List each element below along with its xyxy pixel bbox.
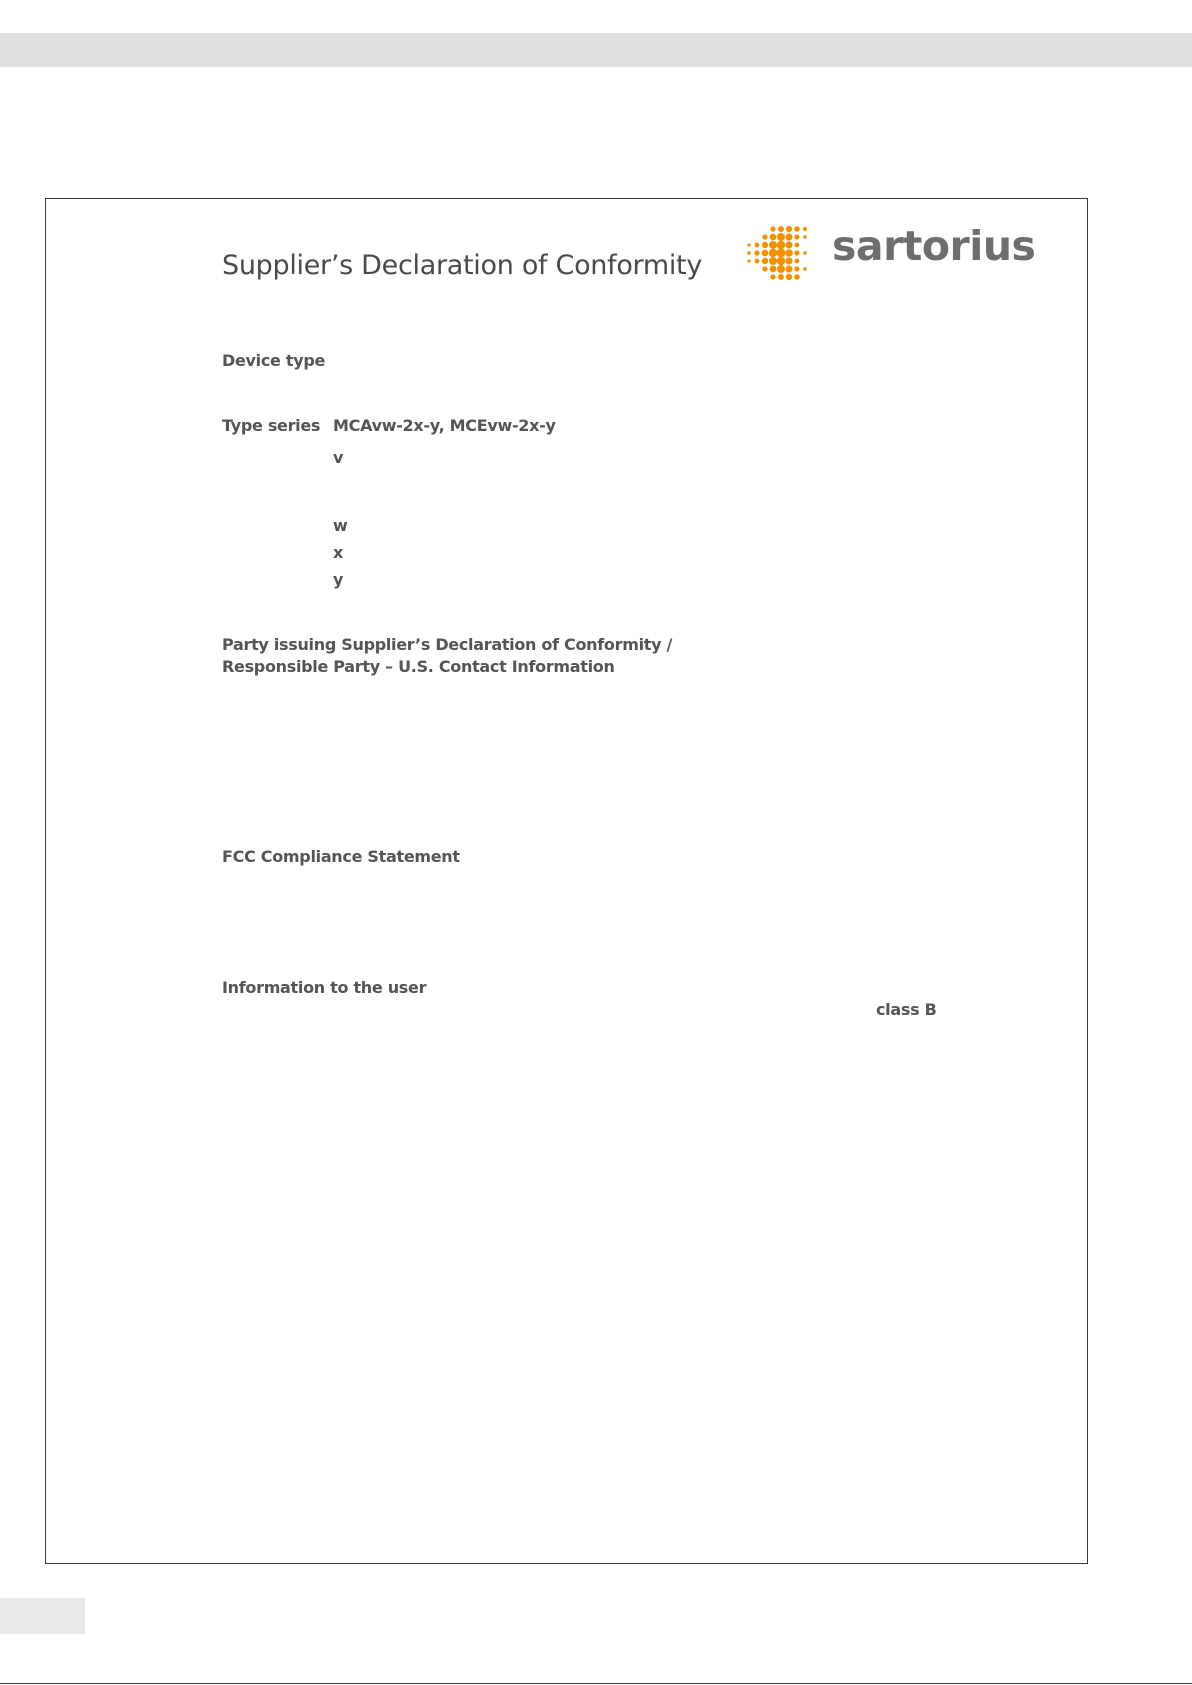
declaration-frame — [45, 198, 1088, 1564]
party-heading-line-1: Party issuing Supplier’s Declaration of Conformity / — [222, 635, 673, 654]
fcc-heading: FCC Compliance Statement — [222, 847, 460, 866]
type-series-value: MCAvw-2x-y, MCEvw-2x-y — [333, 416, 556, 435]
info-heading: Information to the user — [222, 978, 427, 997]
page-title: Supplier’s Declaration of Conformity — [222, 250, 703, 281]
footer-rule — [0, 1683, 1192, 1684]
header-bar — [0, 33, 1192, 67]
variable-w: w — [333, 516, 348, 535]
party-heading-line-2: Responsible Party – U.S. Contact Information — [222, 657, 615, 676]
variable-y: y — [333, 570, 344, 589]
variable-v: v — [333, 448, 344, 467]
class-label: class B — [876, 1000, 937, 1019]
variable-x: x — [333, 543, 344, 562]
page-number-tab — [0, 1598, 85, 1634]
type-series-label: Type series — [222, 416, 321, 435]
device-type-label: Device type — [222, 351, 326, 370]
brand-wordmark: sartorius — [832, 222, 1036, 270]
